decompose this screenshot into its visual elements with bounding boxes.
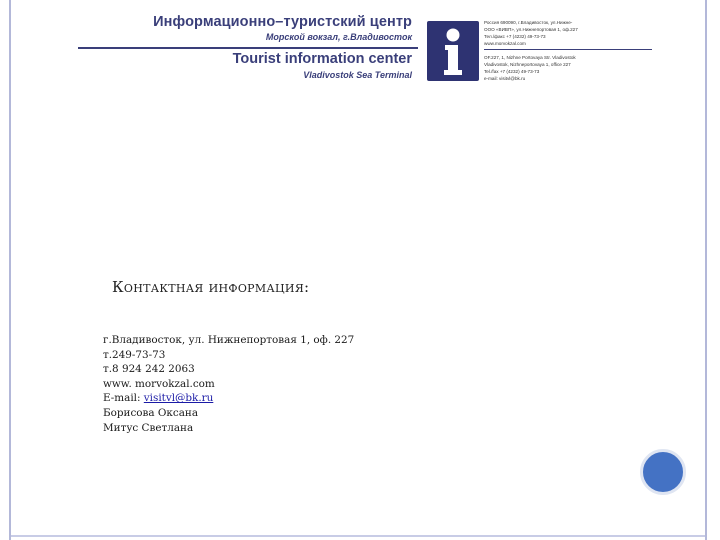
header-subtitle-ru: Морской вокзал, г.Владивосток	[265, 32, 412, 42]
address-en-line: OF.227, 1, Nizhne Portovaya Str. Vladivostok	[484, 55, 576, 60]
info-logo-icon	[427, 21, 479, 81]
address-ru-line: ООО «ВИВП», ул.Нижнепортовая 1, оф.227	[484, 27, 578, 32]
contact-mobile: т.8 924 242 2063	[103, 363, 195, 376]
address-ru-line: Тел./факс +7 (4232) 49-73-73	[484, 34, 546, 39]
address-block-ru	[484, 19, 654, 47]
header-title-ru: Информационно–туристский центр	[153, 14, 412, 30]
contact-email-row	[103, 391, 354, 406]
bottom-border-line	[11, 535, 705, 537]
decorative-circle	[640, 449, 686, 495]
contact-person: Борисова Оксана	[103, 406, 199, 419]
address-ru-line: www.morvokzal.com	[484, 41, 526, 46]
header-subtitle-en: Vladivostok Sea Terminal	[303, 70, 412, 80]
left-border-line	[9, 0, 11, 540]
info-i-icon	[427, 21, 479, 81]
address-ru-line: Россия 690090, г.Владивосток, ул.Нижне-	[484, 20, 573, 25]
contact-website: www. morvokzal.com	[103, 377, 215, 390]
contact-person: Митус Светлана	[103, 421, 194, 434]
address-en-line: e-mail: visitvl@bk.ru	[484, 76, 526, 81]
address-divider	[484, 49, 652, 50]
email-link[interactable]: visitvl@bk.ru	[143, 392, 214, 405]
address-en-line: Vladivostok, Nizhneportovaya 1, office 227	[484, 62, 571, 67]
contact-details	[103, 333, 354, 435]
section-heading: Контактная информация:	[112, 278, 310, 296]
header-divider	[78, 47, 418, 49]
contact-phone: т.249-73-73	[103, 348, 166, 361]
contact-address: г.Владивосток, ул. Нижнепортовая 1, оф. 227	[103, 334, 355, 346]
header-title-en: Tourist information center	[232, 51, 412, 67]
email-label: E-mail:	[103, 392, 144, 405]
address-en-line: Tel./fax +7 (4232) 49-73-73	[484, 69, 540, 74]
right-border-line	[705, 0, 707, 540]
letterhead	[78, 12, 652, 98]
address-block-en	[484, 54, 654, 82]
